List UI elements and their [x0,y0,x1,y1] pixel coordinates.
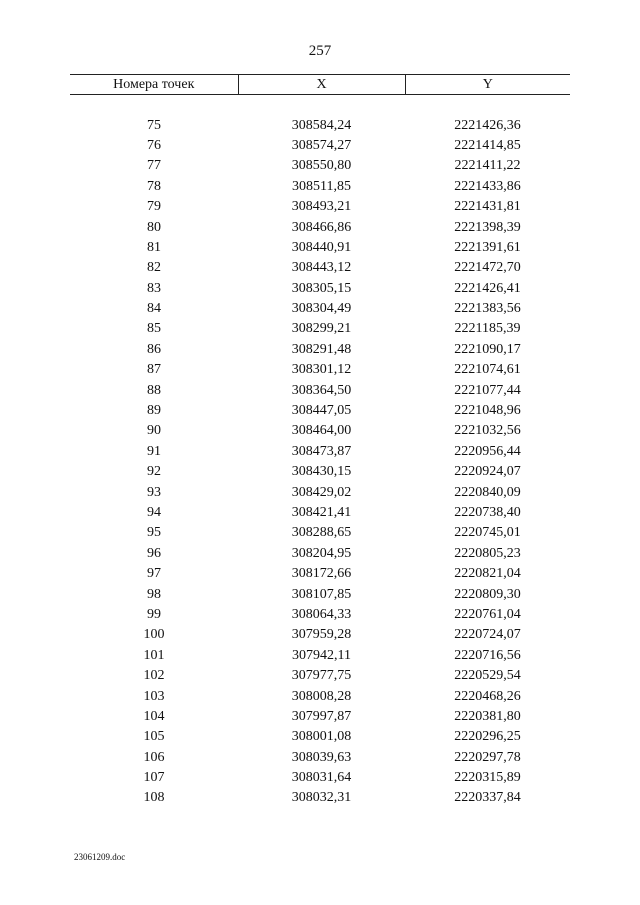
table-row [70,279,570,299]
cell-point-number: 106 [143,749,165,765]
cell-x: 308584,24 [291,117,352,133]
header-y: Y [405,75,570,95]
cell-x: 308291,48 [291,341,352,357]
table-row [70,401,570,421]
cell-point-number: 107 [143,770,165,786]
table-row [70,788,570,808]
cell-point-number: 95 [147,525,161,541]
table-row [70,462,570,482]
cell-point-number: 82 [147,260,161,276]
table-row [70,299,570,319]
cell-y: 2221414,85 [454,137,521,153]
cell-point-number: 84 [147,301,161,317]
cell-x: 308466,86 [291,219,352,235]
cell-y: 2221426,36 [454,117,521,133]
cell-x: 308493,21 [291,199,352,215]
cell-point-number: 99 [147,606,161,622]
table-body [70,95,570,809]
cell-point-number: 93 [147,484,161,500]
cell-y: 2221472,70 [454,260,521,276]
table-row [70,727,570,747]
cell-x: 308550,80 [291,158,352,174]
cell-point-number: 77 [147,158,161,174]
table-header-row [70,75,570,95]
table-row [70,544,570,564]
cell-x: 308032,31 [291,790,352,806]
cell-y: 2220745,01 [454,525,521,541]
table-row [70,584,570,604]
cell-x: 308305,15 [291,280,352,296]
cell-x: 308440,91 [291,239,352,255]
cell-point-number: 87 [147,362,161,378]
cell-x: 308299,21 [291,321,352,337]
cell-y: 2221074,61 [454,362,521,378]
cell-x: 308464,00 [291,423,352,439]
cell-y: 2221048,96 [454,403,521,419]
cell-x: 308574,27 [291,137,352,153]
table-row [70,319,570,339]
cell-x: 308288,65 [291,525,352,541]
cell-x: 307942,11 [292,647,351,663]
cell-x: 308304,49 [291,301,352,317]
cell-point-number: 94 [147,505,161,520]
cell-x: 308204,95 [291,545,352,561]
table-row [70,115,570,135]
cell-y: 2221391,61 [454,239,521,255]
cell-x: 308364,50 [291,382,352,398]
cell-y: 2220956,44 [454,443,521,459]
cell-point-number: 101 [143,647,165,663]
table-row [70,748,570,768]
table-row [70,177,570,197]
cell-y: 2220381,80 [454,708,521,724]
cell-point-number: 96 [147,545,161,561]
table-row [70,217,570,237]
cell-y: 2220809,30 [454,586,521,602]
cell-point-number: 81 [147,239,161,255]
table-row [70,605,570,625]
cell-y: 2221032,56 [454,423,521,439]
cell-y: 2221426,41 [454,280,521,296]
table-row [70,360,570,380]
cell-y: 2220840,09 [454,484,521,500]
table-row [70,646,570,666]
cell-x: 308008,28 [291,688,352,704]
cell-point-number: 88 [147,382,161,398]
cell-y: 2221383,56 [454,301,521,317]
cell-point-number: 108 [143,790,165,806]
cell-y: 2220315,89 [454,770,521,786]
cell-point-number: 98 [147,586,161,602]
cell-point-number: 103 [143,688,165,704]
cell-point-number: 85 [147,321,161,337]
cell-y: 2220529,54 [454,668,521,684]
cell-point-number: 102 [143,668,165,684]
cell-y: 2220297,78 [454,749,521,765]
cell-point-number: 78 [147,178,161,194]
header-point-number: Номера точек [70,75,238,95]
cell-x: 308301,12 [291,362,352,378]
cell-point-number: 90 [147,423,161,439]
table-row [70,523,570,543]
cell-point-number: 75 [147,117,161,133]
cell-y: 2220821,04 [454,566,521,582]
table-row [70,564,570,584]
cell-y: 2221433,86 [454,178,521,194]
cell-x: 308172,66 [291,566,352,582]
table-row [70,421,570,441]
table-row [70,666,570,686]
cell-point-number: 86 [147,341,161,357]
cell-point-number: 97 [147,566,161,582]
table-row [70,768,570,788]
cell-point-number: 100 [143,627,165,643]
cell-y: 2221398,39 [454,219,521,235]
table-row [70,136,570,156]
cell-point-number: 89 [147,403,161,419]
table-row [70,707,570,727]
cell-point-number: 79 [147,199,161,215]
table-spacer [70,95,570,116]
cell-y: 2220716,56 [454,647,521,663]
cell-y: 2220296,25 [454,729,521,745]
cell-x: 307959,28 [291,627,352,643]
table-row [70,238,570,258]
table-row [70,686,570,706]
cell-x: 308001,08 [291,729,352,745]
cell-x: 308447,05 [291,403,352,419]
cell-y: 2221077,44 [454,382,521,398]
cell-y: 2220805,23 [454,545,521,561]
coordinates-table [70,74,570,809]
table-row [70,503,570,523]
header-x: X [238,75,405,95]
cell-point-number: 83 [147,280,161,296]
cell-y: 2220924,07 [454,464,521,480]
table-row [70,340,570,360]
cell-x: 308039,63 [291,749,352,765]
cell-x: 308511,85 [292,178,351,194]
cell-x: 307977,75 [291,668,352,684]
cell-x: 308107,85 [291,586,352,602]
cell-y: 2220337,84 [454,790,521,806]
cell-x: 308429,02 [291,484,352,500]
cell-y: 2220738,40 [454,505,521,520]
cell-point-number: 104 [143,708,165,724]
table-row [70,625,570,645]
cell-y: 2220724,07 [454,627,521,643]
cell-y: 2221090,17 [454,341,521,357]
table-row [70,258,570,278]
cell-point-number: 91 [147,443,161,459]
footer-doc-name: 23061209.doc [74,852,126,862]
table-row [70,197,570,217]
cell-y: 2221185,39 [454,321,521,337]
cell-y: 2220468,26 [454,688,521,704]
cell-x: 308421,41 [291,505,352,520]
page-number: 257 [308,43,332,59]
table-row [70,156,570,176]
cell-x: 308443,12 [291,260,352,276]
cell-x: 308473,87 [291,443,352,459]
cell-point-number: 92 [147,464,161,480]
cell-y: 2221431,81 [454,199,521,215]
cell-y: 2221411,22 [454,158,521,174]
cell-point-number: 105 [143,729,165,745]
cell-x: 307997,87 [291,708,352,724]
table-row [70,482,570,502]
cell-x: 308064,33 [291,606,352,622]
table-row [70,380,570,400]
cell-point-number: 80 [147,219,161,235]
cell-x: 308031,64 [291,770,352,786]
table-row [70,442,570,462]
cell-x: 308430,15 [291,464,352,480]
cell-y: 2220761,04 [454,606,521,622]
cell-point-number: 76 [147,137,161,153]
